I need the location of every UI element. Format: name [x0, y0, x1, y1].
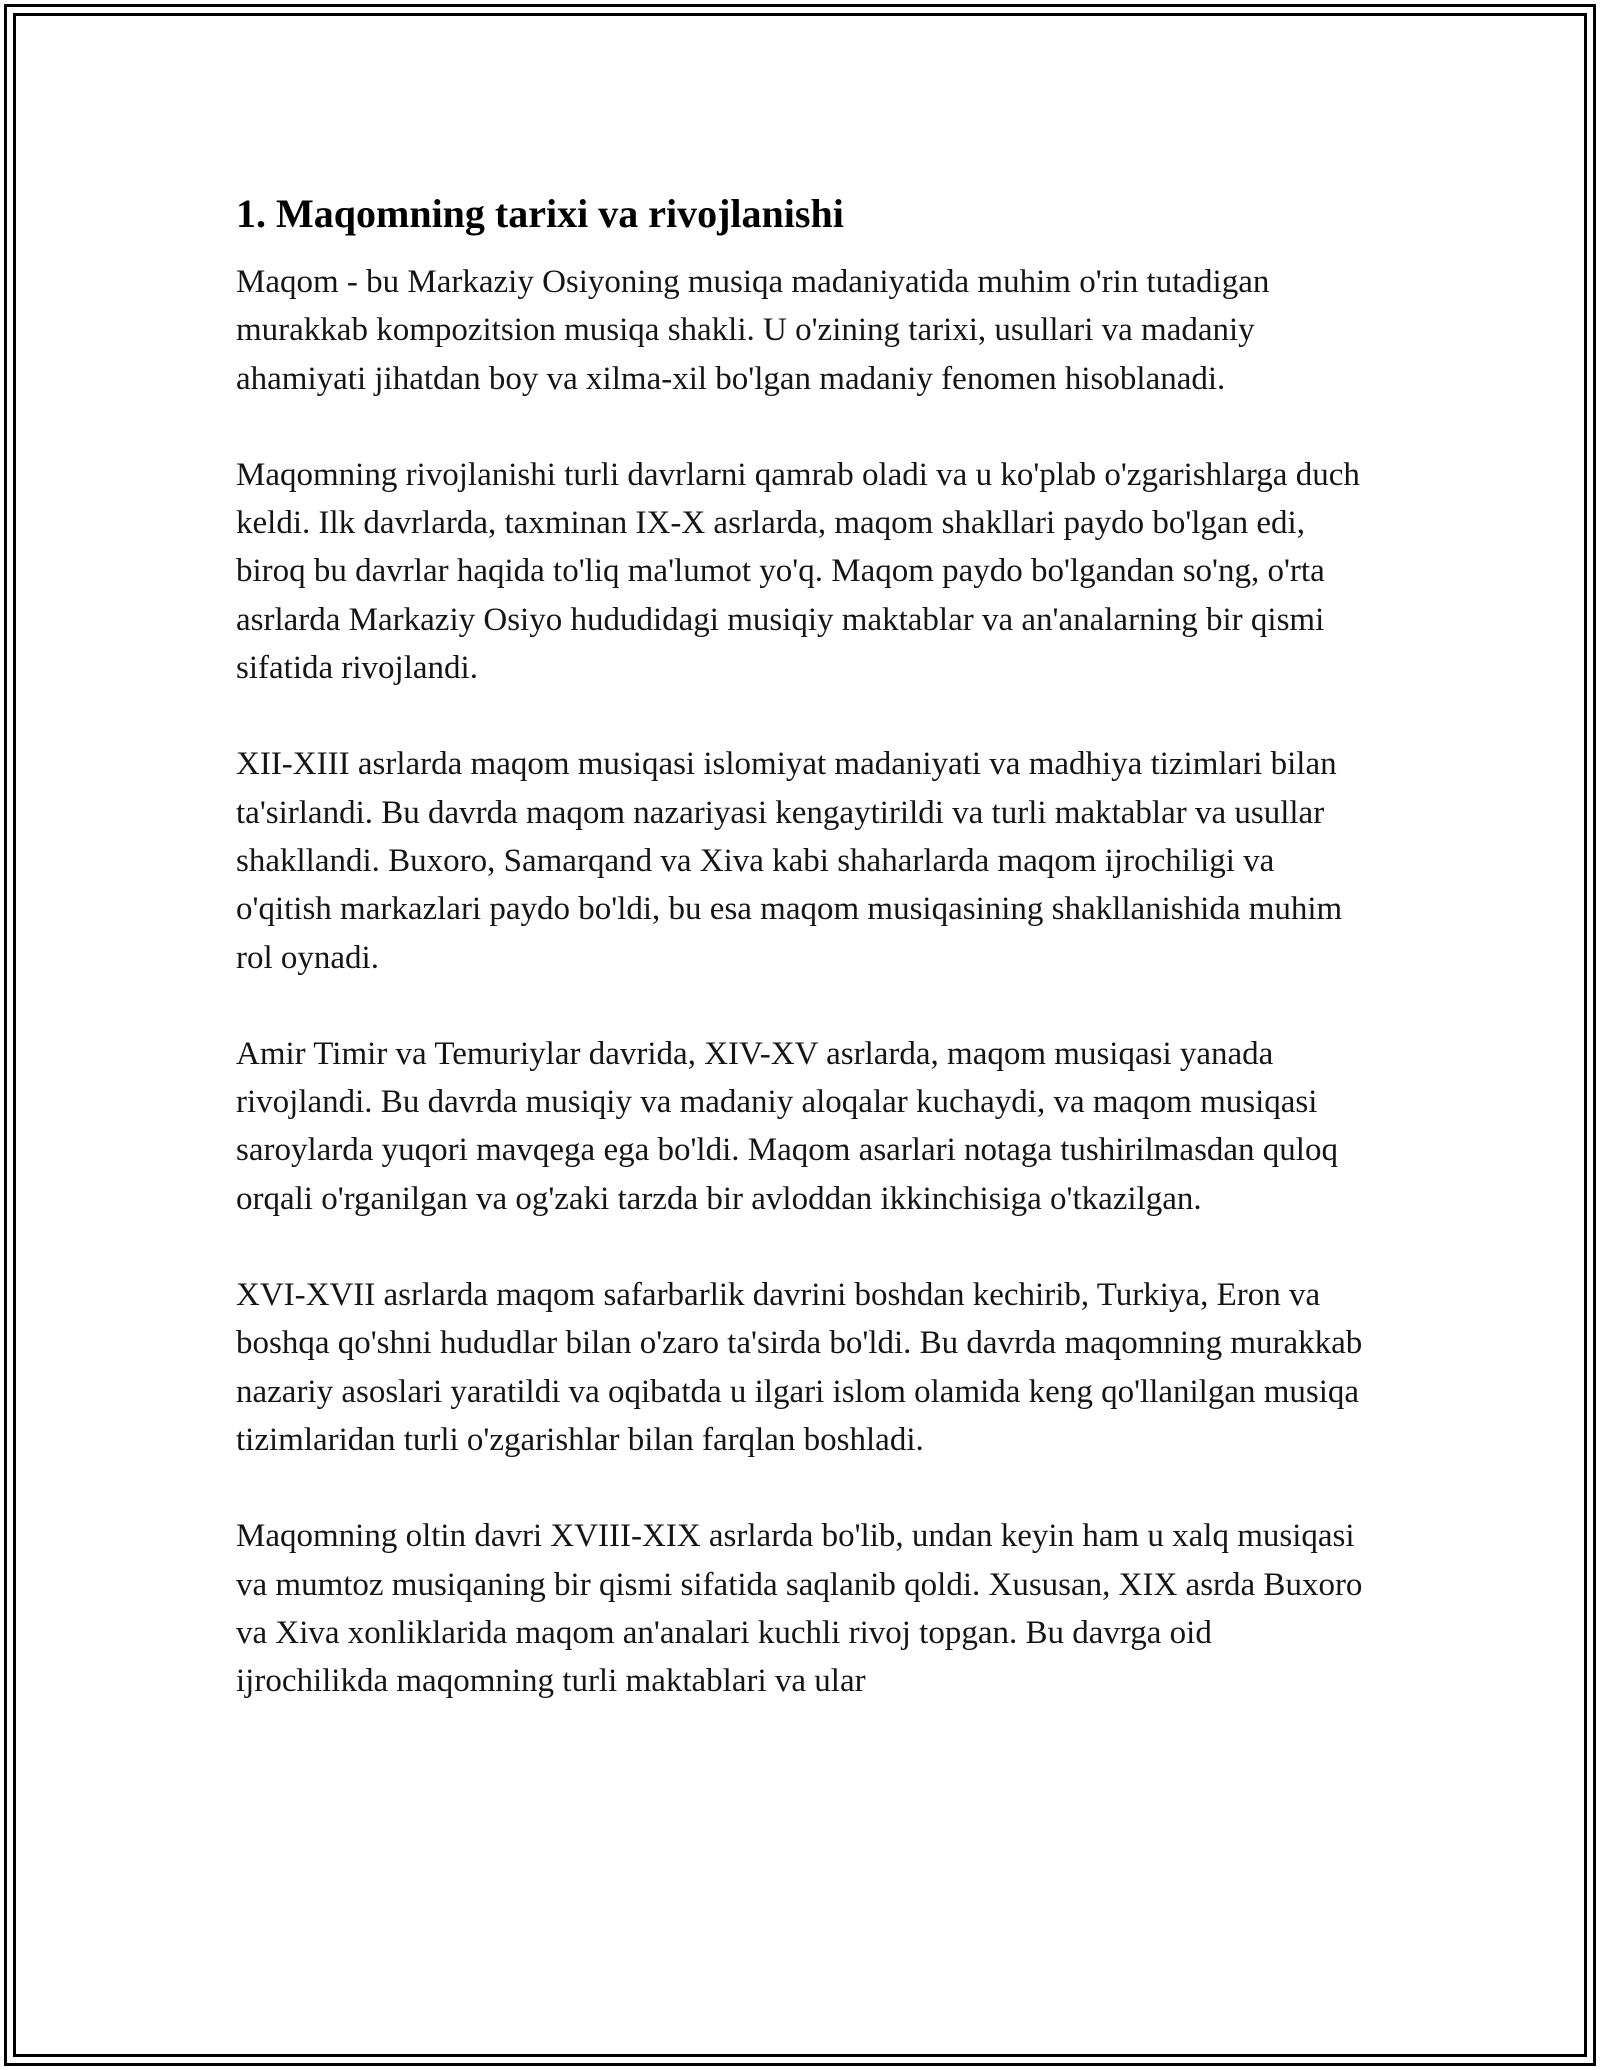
paragraph-intro: Maqom - bu Markaziy Osiyoning musiqa madaniyatida muhim o'rin tutadigan murakkab kompozitsion musiqa shakli. U o'zining tarixi, usullari va madaniy ahamiyati jihatdan boy va xilma-xil bo'lgan madaniy fenomen hisoblanadi. [236, 264, 1270, 397]
section-heading: 1. Maqomning tarixi va rivojlanishi [236, 191, 844, 236]
paragraph-xii-xiii-centuries: XII-XIII asrlarda maqom musiqasi islomiyat madaniyati va madhiya tizimlari bilan ta'sirlandi. Bu davrda maqom nazariyasi kengaytirildi va turli maktablar va usullar shakllandi. Buxoro, Samarqand va Xiva kabi shaharlarda maqom ijrochiligi va o'qitish markazlari paydo bo'ldi, bu esa maqom musiqasining shakllanishida muhim rol oynadi. [236, 746, 1343, 976]
paragraph-xvi-xvii-centuries: XVI-XVII asrlarda maqom safarbarlik davrini boshdan kechirib, Turkiya, Eron va boshqa qo'shni hududlar bilan o'zaro ta'sirda bo'ldi. Bu davrda maqomning murakkab nazariy asoslari yaratildi va oqibatda u ilgari islom olamida keng qo'llanilgan musiqa tizimlaridan turli o'zgarishlar bilan farqlan boshladi. [236, 1277, 1363, 1458]
document-body [236, 188, 1366, 1753]
paragraph-timurid-era: Amir Timir va Temuriylar davrida, XIV-XV asrlarda, maqom musiqasi yanada rivojlandi. Bu davrda musiqiy va madaniy aloqalar kuchaydi, va maqom musiqasi saroylarda yuqori mavqega ega bo'ldi. Maqom asarlari notaga tushirilmasdan quloq orqali o'rganilgan va og'zaki tarzda bir avloddan ikkinchisiga o'tkazilgan. [236, 1035, 1338, 1217]
paragraph-early-development: Maqomning rivojlanishi turli davrlarni qamrab oladi va u ko'plab o'zgarishlarga duch keldi. Ilk davrlarda, taxminan IX-X asrlarda, maqom shakllari paydo bo'lgan edi, biroq bu davrlar haqida to'liq ma'lumot yo'q. Maqom paydo bo'lgandan so'ng, o'rta asrlarda Markaziy Osiyo hududidagi musiqiy maktablar va an'analarning bir qismi sifatida rivojlandi. [236, 456, 1360, 687]
paragraph-golden-age: Maqomning oltin davri XVIII-XIX asrlarda bo'lib, undan keyin ham u xalq musiqasi va mumtoz musiqaning bir qismi sifatida saqlanib qoldi. Xususan, XIX asrda Buxoro va Xiva xonliklarida maqom an'analari kuchli rivoj topgan. Bu davrga oid ijrochilikda maqomning turli maktablari va ular [236, 1518, 1363, 1700]
